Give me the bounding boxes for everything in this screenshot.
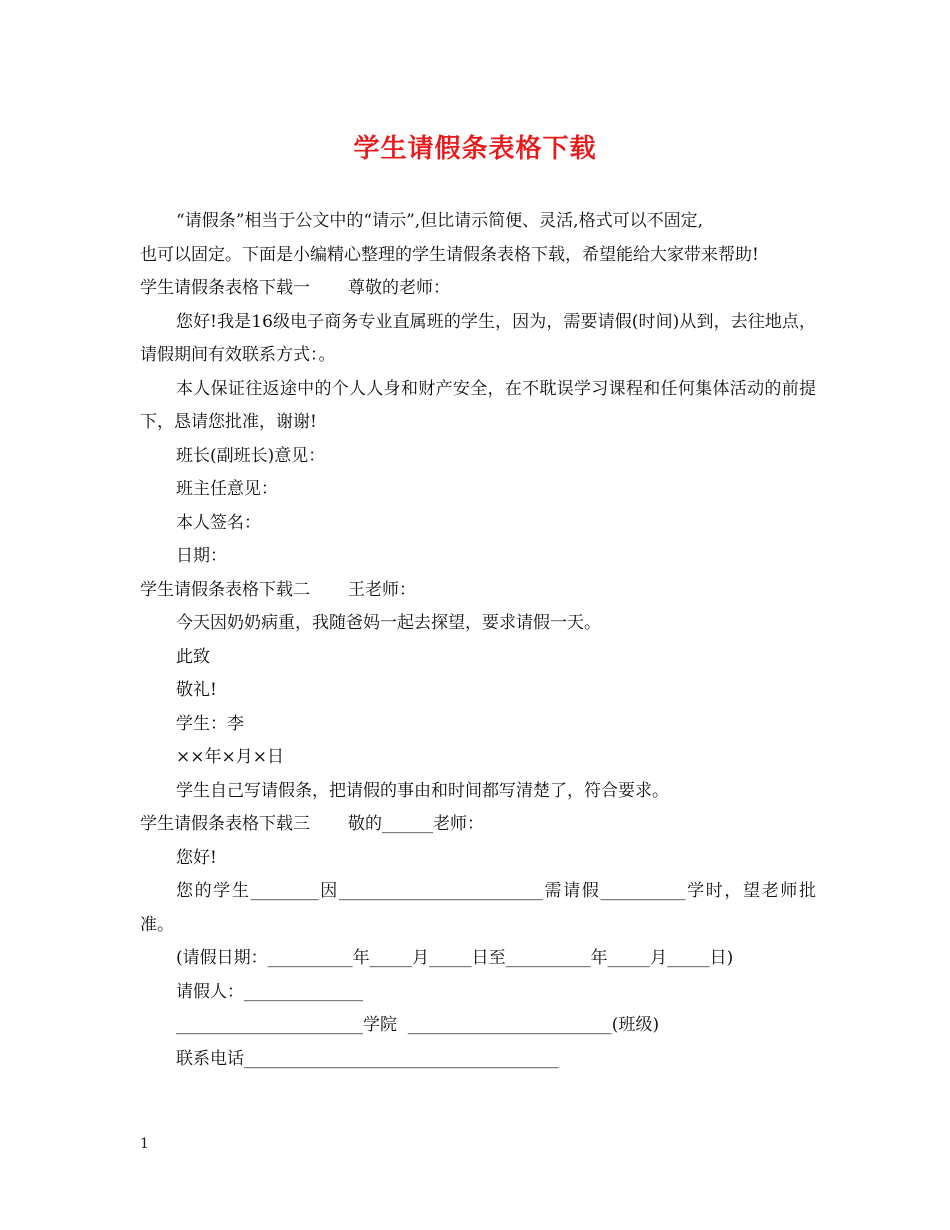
section-1-heading-line	[140, 272, 816, 306]
section-2-salutation: 王老师：	[348, 579, 416, 600]
section-3-college-class: ______________________学院 ________________________(班级)	[176, 1015, 660, 1035]
section-1-date: 日期：	[176, 546, 227, 566]
document-body	[140, 205, 816, 1076]
section-2-closing-2: 敬礼!	[176, 680, 217, 700]
section-2-heading: 学生请假条表格下载二	[140, 579, 310, 600]
section-3-request: 您的学生________因________________________需请假__________学时，望老师批准。	[140, 881, 816, 935]
intro-line-2: 也可以固定。下面是小编精心整理的学生请假条表格下载，希望能给大家带来帮助!	[140, 244, 759, 265]
section-2-comment: 学生自己写请假条，把请假的事由和时间都写清楚了，符合要求。	[176, 780, 669, 801]
section-2-closing-1: 此致	[176, 646, 210, 667]
section-1-heading: 学生请假条表格下载一	[140, 278, 310, 298]
section-1-monitor-opinion: 班长(副班长)意见：	[176, 445, 326, 466]
section-3-salutation: 敬的______老师：	[348, 814, 484, 834]
section-2-date: ××年×月×日	[176, 747, 284, 767]
document-title: 学生请假条表格下载	[353, 134, 597, 164]
section-2-student: 学生：李	[176, 713, 244, 734]
section-1-signature: 本人签名：	[176, 512, 261, 533]
section-3-heading-line	[140, 808, 816, 842]
section-1-paragraph-2: 本人保证往返途中的个人人身和财产安全，在不耽误学习课程和任何集体活动的前提下，恳请您批准，谢谢!	[140, 378, 816, 432]
section-3-phone: 联系电话_____________________________________	[176, 1048, 559, 1069]
section-3-applicant: 请假人：______________	[176, 981, 363, 1002]
section-3-heading: 学生请假条表格下载三	[140, 814, 310, 834]
section-2-heading-line	[140, 574, 816, 608]
section-1-paragraph-1: 您好!我是16级电子商务专业直属班的学生，因为，需要请假(时间)从到，去往地点，请假期间有效联系方式：。	[140, 311, 816, 365]
intro-line-1: “请假条”相当于公文中的“请示”,但比请示简便、灵活,格式可以不固定,	[176, 211, 703, 231]
section-3-dates: (请假日期：__________年_____月_____日至__________年_____月_____日)	[176, 948, 734, 968]
page-number: 1	[140, 1136, 149, 1152]
section-3-greeting: 您好!	[176, 847, 217, 868]
section-1-salutation: 尊敬的老师：	[348, 278, 450, 298]
section-1-teacher-opinion: 班主任意见：	[176, 479, 278, 499]
section-2-body: 今天因奶奶病重，我随爸妈一起去探望，要求请假一天。	[176, 613, 601, 633]
